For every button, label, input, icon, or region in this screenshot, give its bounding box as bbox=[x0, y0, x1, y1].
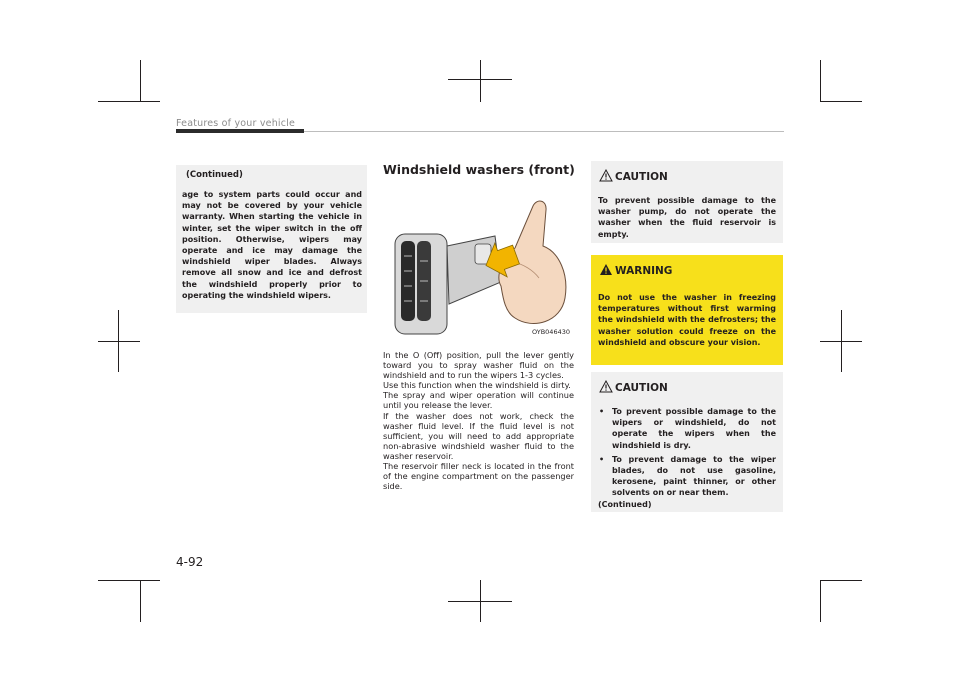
continued-note-text: age to system parts could occur and may not be covered by your vehicle warranty. When starting the vehicle in winter, set the wiper switch in the off position. Otherwise, wipers may operate and ice may damage the windshield wiper blades. Always remove all snow and ice and defrost the windshield properly prior to operating the windshield wipers. bbox=[182, 190, 362, 300]
crop-mark bbox=[820, 101, 862, 102]
caution-box-wipers bbox=[591, 372, 783, 512]
caution-title: CAUTION bbox=[615, 382, 668, 394]
continued-label: (Continued) bbox=[186, 170, 243, 180]
crop-mark bbox=[820, 580, 862, 581]
crop-mark bbox=[98, 101, 160, 102]
crop-mark bbox=[140, 60, 141, 102]
instruction-paragraph: The reservoir filler neck is located in the front of the engine compartment on the passenger side. bbox=[383, 461, 574, 492]
caution-list-item: • To prevent damage to the wiper blades, do not use gasoline, kerosene, paint thinner, or other solvents on or near them. bbox=[598, 454, 776, 499]
crop-mark bbox=[820, 60, 821, 102]
header-section-title: Features of your vehicle bbox=[176, 118, 296, 129]
crop-mark bbox=[98, 341, 140, 342]
crop-mark bbox=[98, 580, 160, 581]
instruction-paragraph: In the O (Off) position, pull the lever gently toward you to spray washer fluid on the windshield and to run the wipers 1-3 cycles. bbox=[383, 350, 574, 381]
caution-triangle-icon bbox=[599, 380, 613, 393]
warning-triangle-icon bbox=[599, 263, 613, 276]
caution-list bbox=[598, 406, 776, 502]
instruction-paragraph: The spray and wiper operation will continue until you release the lever. bbox=[383, 390, 574, 411]
crop-mark bbox=[480, 60, 481, 102]
crop-mark bbox=[448, 601, 512, 602]
figure-code: OYB046430 bbox=[531, 328, 570, 336]
instruction-paragraph: Use this function when the windshield is dirty. bbox=[383, 380, 571, 391]
wiper-lever-hand-image bbox=[383, 186, 574, 340]
caution-box-pump bbox=[591, 161, 783, 243]
instruction-paragraph: If the washer does not work, check the washer fluid level. If the fluid level is not sufficient, you will need to add appropriate non-abrasive windshield washer fluid to the washer reservoir. bbox=[383, 410, 574, 461]
caution-list-item: • To prevent possible damage to the wipers or windshield, do not operate the wipers when the windshield is dry. bbox=[598, 406, 776, 451]
warning-title: WARNING bbox=[615, 265, 673, 277]
continued-label: (Continued) bbox=[598, 500, 652, 509]
header-bar bbox=[176, 129, 304, 133]
caution-title: CAUTION bbox=[615, 171, 668, 183]
caution-triangle-icon bbox=[599, 169, 613, 182]
crop-mark bbox=[448, 79, 512, 80]
warning-text: Do not use the washer in freezing temperatures without first warming the windshield with the defrosters; the washer solution could freeze on the windshield and obscure your vision. bbox=[598, 293, 776, 347]
washer-instructions bbox=[383, 350, 574, 491]
continued-note-box bbox=[176, 165, 367, 313]
warning-box bbox=[591, 255, 783, 365]
crop-mark bbox=[820, 580, 821, 622]
caution-text: To prevent possible damage to the washer pump, do not operate the washer when the fluid reservoir is empty. bbox=[598, 196, 776, 239]
section-title: Windshield washers (front) bbox=[383, 162, 575, 177]
washer-lever-illustration bbox=[383, 186, 574, 340]
page-number: 4-92 bbox=[176, 555, 204, 569]
crop-mark bbox=[140, 580, 141, 622]
crop-mark bbox=[820, 341, 862, 342]
